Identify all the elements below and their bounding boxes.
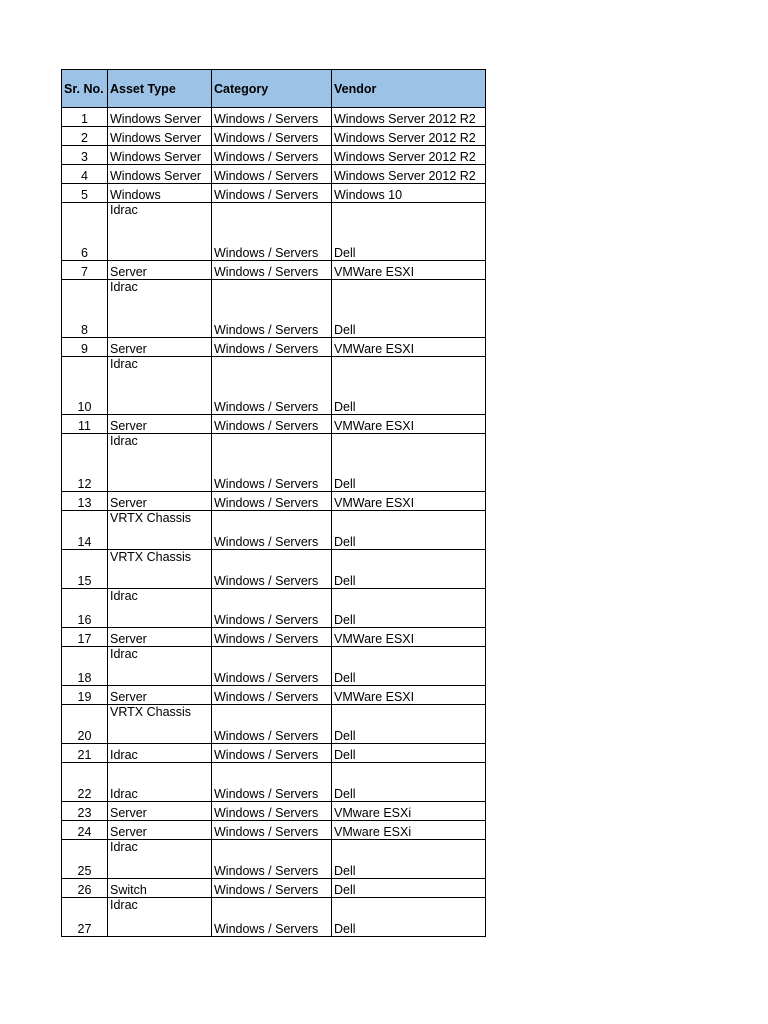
table-row <box>62 108 486 127</box>
table-row <box>62 589 486 628</box>
table-row <box>62 203 486 261</box>
cell-category[interactable]: Windows / Servers <box>212 415 332 434</box>
cell-category[interactable]: Windows / Servers <box>212 821 332 840</box>
cell-vendor[interactable]: Windows Server 2012 R2 <box>332 108 486 127</box>
cell-vendor[interactable]: Dell <box>332 705 486 744</box>
cell-vendor[interactable]: VMWare ESXI <box>332 415 486 434</box>
cell-asset-type[interactable]: Server <box>108 261 212 280</box>
table-row <box>62 280 486 338</box>
cell-sr-no[interactable]: 21 <box>62 744 108 763</box>
table-row <box>62 415 486 434</box>
cell-vendor[interactable]: Windows 10 <box>332 184 486 203</box>
cell-category[interactable]: Windows / Servers <box>212 108 332 127</box>
cell-sr-no[interactable]: 23 <box>62 802 108 821</box>
cell-sr-no[interactable]: 14 <box>62 511 108 550</box>
cell-asset-type[interactable]: Windows Server <box>108 108 212 127</box>
header-vendor[interactable]: Vendor <box>332 70 486 108</box>
cell-sr-no[interactable]: 13 <box>62 492 108 511</box>
table-row <box>62 165 486 184</box>
cell-category[interactable]: Windows / Servers <box>212 165 332 184</box>
cell-category[interactable]: Windows / Servers <box>212 840 332 879</box>
cell-sr-no[interactable]: 5 <box>62 184 108 203</box>
cell-vendor[interactable]: Dell <box>332 879 486 898</box>
cell-sr-no[interactable]: 12 <box>62 434 108 492</box>
cell-vendor[interactable]: Windows Server 2012 R2 <box>332 127 486 146</box>
cell-vendor[interactable]: Dell <box>332 763 486 802</box>
cell-asset-type[interactable]: Idrac <box>108 763 212 802</box>
cell-asset-type[interactable]: Windows Server <box>108 146 212 165</box>
cell-asset-type[interactable]: Idrac <box>108 589 212 628</box>
cell-category[interactable]: Windows / Servers <box>212 763 332 802</box>
cell-sr-no[interactable]: 17 <box>62 628 108 647</box>
asset-table <box>61 69 486 937</box>
table-row <box>62 261 486 280</box>
cell-sr-no[interactable]: 6 <box>62 203 108 261</box>
cell-category[interactable]: Windows / Servers <box>212 705 332 744</box>
cell-sr-no[interactable]: 3 <box>62 146 108 165</box>
cell-asset-type[interactable]: VRTX Chassis <box>108 705 212 744</box>
cell-asset-type[interactable]: Server <box>108 802 212 821</box>
cell-asset-type[interactable]: VRTX Chassis <box>108 511 212 550</box>
cell-asset-type[interactable]: Server <box>108 821 212 840</box>
cell-vendor[interactable]: Dell <box>332 203 486 261</box>
table-row <box>62 763 486 802</box>
cell-vendor[interactable]: Dell <box>332 840 486 879</box>
cell-vendor[interactable]: Dell <box>332 511 486 550</box>
table-body <box>62 108 486 937</box>
table-row <box>62 802 486 821</box>
cell-category[interactable]: Windows / Servers <box>212 280 332 338</box>
cell-vendor[interactable]: Dell <box>332 744 486 763</box>
cell-asset-type[interactable]: Idrac <box>108 744 212 763</box>
cell-asset-type[interactable]: Switch <box>108 879 212 898</box>
cell-asset-type[interactable]: Server <box>108 628 212 647</box>
header-row <box>62 70 486 108</box>
table-row <box>62 647 486 686</box>
table-row <box>62 821 486 840</box>
header-asset-type[interactable]: Asset Type <box>108 70 212 108</box>
cell-sr-no[interactable]: 11 <box>62 415 108 434</box>
cell-asset-type[interactable]: Server <box>108 492 212 511</box>
cell-asset-type[interactable]: Windows Server <box>108 165 212 184</box>
cell-asset-type[interactable]: Idrac <box>108 647 212 686</box>
table-row <box>62 184 486 203</box>
cell-category[interactable]: Windows / Servers <box>212 589 332 628</box>
table-row <box>62 434 486 492</box>
cell-vendor[interactable]: Dell <box>332 550 486 589</box>
cell-asset-type[interactable]: Idrac <box>108 840 212 879</box>
cell-sr-no[interactable]: 16 <box>62 589 108 628</box>
cell-category[interactable]: Windows / Servers <box>212 647 332 686</box>
cell-category[interactable]: Windows / Servers <box>212 127 332 146</box>
cell-category[interactable]: Windows / Servers <box>212 203 332 261</box>
cell-sr-no[interactable]: 15 <box>62 550 108 589</box>
cell-vendor[interactable]: Dell <box>332 357 486 415</box>
cell-category[interactable]: Windows / Servers <box>212 492 332 511</box>
cell-sr-no[interactable]: 19 <box>62 686 108 705</box>
cell-category[interactable]: Windows / Servers <box>212 628 332 647</box>
table-row <box>62 686 486 705</box>
table-row <box>62 146 486 165</box>
table-row <box>62 898 486 937</box>
cell-asset-type[interactable]: Idrac <box>108 357 212 415</box>
cell-category[interactable]: Windows / Servers <box>212 802 332 821</box>
cell-vendor[interactable]: VMWare ESXI <box>332 492 486 511</box>
table-row <box>62 744 486 763</box>
table-row <box>62 550 486 589</box>
cell-sr-no[interactable]: 1 <box>62 108 108 127</box>
cell-vendor[interactable]: VMWare ESXI <box>332 261 486 280</box>
cell-sr-no[interactable]: 7 <box>62 261 108 280</box>
cell-category[interactable]: Windows / Servers <box>212 686 332 705</box>
table-row <box>62 492 486 511</box>
cell-asset-type[interactable]: Server <box>108 686 212 705</box>
cell-sr-no[interactable]: 26 <box>62 879 108 898</box>
cell-vendor[interactable]: VMware ESXi <box>332 802 486 821</box>
cell-asset-type[interactable]: Windows Server <box>108 127 212 146</box>
cell-vendor[interactable]: VMWare ESXI <box>332 686 486 705</box>
cell-asset-type[interactable]: Idrac <box>108 434 212 492</box>
cell-sr-no[interactable]: 4 <box>62 165 108 184</box>
cell-sr-no[interactable]: 10 <box>62 357 108 415</box>
table-row <box>62 628 486 647</box>
table-row <box>62 127 486 146</box>
cell-category[interactable]: Windows / Servers <box>212 879 332 898</box>
cell-category[interactable]: Windows / Servers <box>212 434 332 492</box>
cell-sr-no[interactable]: 8 <box>62 280 108 338</box>
cell-asset-type[interactable]: Windows <box>108 184 212 203</box>
cell-vendor[interactable]: Windows Server 2012 R2 <box>332 146 486 165</box>
cell-sr-no[interactable]: 9 <box>62 338 108 357</box>
cell-category[interactable]: Windows / Servers <box>212 357 332 415</box>
table-row <box>62 840 486 879</box>
cell-category[interactable]: Windows / Servers <box>212 550 332 589</box>
cell-category[interactable]: Windows / Servers <box>212 184 332 203</box>
cell-category[interactable]: Windows / Servers <box>212 744 332 763</box>
cell-sr-no[interactable]: 2 <box>62 127 108 146</box>
cell-vendor[interactable]: Dell <box>332 280 486 338</box>
cell-vendor[interactable]: VMWare ESXI <box>332 628 486 647</box>
cell-sr-no[interactable]: 20 <box>62 705 108 744</box>
cell-vendor[interactable]: VMware ESXi <box>332 821 486 840</box>
cell-asset-type[interactable]: VRTX Chassis <box>108 550 212 589</box>
cell-vendor[interactable]: Windows Server 2012 R2 <box>332 165 486 184</box>
cell-asset-type[interactable]: Idrac <box>108 280 212 338</box>
cell-vendor[interactable]: VMWare ESXI <box>332 338 486 357</box>
table-row <box>62 511 486 550</box>
cell-vendor[interactable]: Dell <box>332 647 486 686</box>
table-row <box>62 879 486 898</box>
table-row <box>62 338 486 357</box>
cell-category[interactable]: Windows / Servers <box>212 338 332 357</box>
cell-category[interactable]: Windows / Servers <box>212 261 332 280</box>
cell-sr-no[interactable]: 24 <box>62 821 108 840</box>
cell-asset-type[interactable]: Idrac <box>108 898 212 937</box>
cell-sr-no[interactable]: 25 <box>62 840 108 879</box>
cell-asset-type[interactable]: Server <box>108 338 212 357</box>
cell-vendor[interactable]: Dell <box>332 898 486 937</box>
cell-category[interactable]: Windows / Servers <box>212 898 332 937</box>
cell-sr-no[interactable]: 27 <box>62 898 108 937</box>
cell-vendor[interactable]: Dell <box>332 589 486 628</box>
cell-asset-type[interactable]: Idrac <box>108 203 212 261</box>
cell-category[interactable]: Windows / Servers <box>212 511 332 550</box>
table-row <box>62 357 486 415</box>
cell-sr-no[interactable]: 18 <box>62 647 108 686</box>
cell-category[interactable]: Windows / Servers <box>212 146 332 165</box>
cell-asset-type[interactable]: Server <box>108 415 212 434</box>
header-category[interactable]: Category <box>212 70 332 108</box>
header-sr-no[interactable]: Sr. No. <box>62 70 108 108</box>
cell-sr-no[interactable]: 22 <box>62 763 108 802</box>
cell-vendor[interactable]: Dell <box>332 434 486 492</box>
table-row <box>62 705 486 744</box>
